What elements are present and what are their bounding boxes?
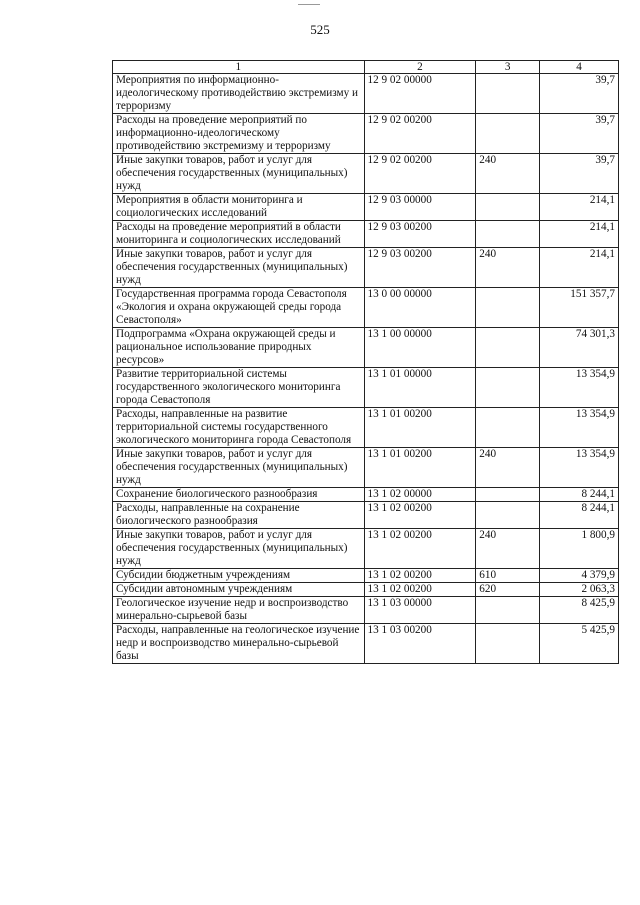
table-row [113, 368, 619, 408]
row-vr-code-cell: 620 [476, 583, 540, 597]
row-amount-cell: 4 379,9 [540, 569, 619, 583]
row-csr-code-cell: 12 9 02 00000 [364, 74, 476, 114]
column-header-amount: 4 [540, 61, 619, 74]
row-vr-code-cell: 240 [476, 529, 540, 569]
row-vr-code-cell [476, 194, 540, 221]
table-row [113, 597, 619, 624]
row-amount-cell: 1 800,9 [540, 529, 619, 569]
row-csr-code-cell: 13 1 02 00200 [364, 529, 476, 569]
row-name-cell: Мероприятия в области мониторинга и социологических исследований [113, 194, 365, 221]
table-row [113, 194, 619, 221]
row-name-cell: Сохранение биологического разнообразия [113, 488, 365, 502]
row-csr-code-cell: 13 0 00 00000 [364, 288, 476, 328]
row-vr-code-cell [476, 624, 540, 664]
row-csr-code-cell: 13 1 01 00200 [364, 408, 476, 448]
row-vr-code-cell [476, 502, 540, 529]
table-row [113, 74, 619, 114]
table-body [113, 74, 619, 664]
row-vr-code-cell: 610 [476, 569, 540, 583]
page-number: 525 [310, 22, 330, 37]
row-name-cell: Подпрограмма «Охрана окружающей среды и рациональное использование природных ресурсов» [113, 328, 365, 368]
row-amount-cell: 5 425,9 [540, 624, 619, 664]
row-csr-code-cell: 12 9 03 00000 [364, 194, 476, 221]
row-name-cell: Расходы на проведение мероприятий в области мониторинга и социологических исследований [113, 221, 365, 248]
table-row [113, 569, 619, 583]
table-row [113, 624, 619, 664]
row-csr-code-cell: 13 1 02 00200 [364, 569, 476, 583]
column-header-name: 1 [113, 61, 365, 74]
row-csr-code-cell: 13 1 02 00200 [364, 502, 476, 529]
row-name-cell: Расходы на проведение мероприятий по информационно-идеологическому противодействию экстремизму и терроризму [113, 114, 365, 154]
row-name-cell: Иные закупки товаров, работ и услуг для обеспечения государственных (муниципальных) нужд [113, 154, 365, 194]
row-vr-code-cell [476, 408, 540, 448]
row-amount-cell: 39,7 [540, 114, 619, 154]
row-csr-code-cell: 13 1 02 00000 [364, 488, 476, 502]
table-row [113, 328, 619, 368]
row-name-cell: Расходы, направленные на геологическое изучение недр и воспроизводство минерально-сырьевой базы [113, 624, 365, 664]
row-amount-cell: 13 354,9 [540, 448, 619, 488]
row-amount-cell: 151 357,7 [540, 288, 619, 328]
table-row [113, 502, 619, 529]
row-amount-cell: 39,7 [540, 154, 619, 194]
table-row [113, 488, 619, 502]
row-vr-code-cell: 240 [476, 154, 540, 194]
row-csr-code-cell: 12 9 03 00200 [364, 248, 476, 288]
row-name-cell: Иные закупки товаров, работ и услуг для обеспечения государственных (муниципальных) нужд [113, 529, 365, 569]
row-csr-code-cell: 12 9 03 00200 [364, 221, 476, 248]
row-name-cell: Субсидии автономным учреждениям [113, 583, 365, 597]
row-name-cell: Расходы, направленные на развитие территориальной системы государственного экологического мониторинга города Севастополя [113, 408, 365, 448]
row-csr-code-cell: 13 1 01 00000 [364, 368, 476, 408]
table-row [113, 288, 619, 328]
table-header-row [113, 61, 619, 74]
row-name-cell: Геологическое изучение недр и воспроизводство минерально-сырьевой базы [113, 597, 365, 624]
column-header-vr: 3 [476, 61, 540, 74]
row-amount-cell: 214,1 [540, 221, 619, 248]
table-row [113, 248, 619, 288]
budget-table [112, 60, 619, 664]
row-vr-code-cell [476, 368, 540, 408]
row-amount-cell: 214,1 [540, 248, 619, 288]
row-csr-code-cell: 13 1 03 00000 [364, 597, 476, 624]
row-amount-cell: 8 244,1 [540, 488, 619, 502]
table-row [113, 448, 619, 488]
row-csr-code-cell: 13 1 00 00000 [364, 328, 476, 368]
row-vr-code-cell [476, 74, 540, 114]
row-amount-cell: 13 354,9 [540, 408, 619, 448]
table-row [113, 529, 619, 569]
row-amount-cell: 214,1 [540, 194, 619, 221]
row-name-cell: Развитие территориальной системы государственного экологического мониторинга города Севастополя [113, 368, 365, 408]
row-csr-code-cell: 13 1 03 00200 [364, 624, 476, 664]
row-amount-cell: 8 244,1 [540, 502, 619, 529]
row-csr-code-cell: 12 9 02 00200 [364, 114, 476, 154]
row-name-cell: Иные закупки товаров, работ и услуг для обеспечения государственных (муниципальных) нужд [113, 448, 365, 488]
scan-mark-top [298, 4, 320, 5]
column-header-csr: 2 [364, 61, 476, 74]
row-name-cell: Мероприятия по информационно-идеологическому противодействию экстремизму и терроризму [113, 74, 365, 114]
row-csr-code-cell: 12 9 02 00200 [364, 154, 476, 194]
row-vr-code-cell [476, 114, 540, 154]
table-row [113, 114, 619, 154]
row-amount-cell: 2 063,3 [540, 583, 619, 597]
row-vr-code-cell [476, 488, 540, 502]
row-amount-cell: 8 425,9 [540, 597, 619, 624]
row-vr-code-cell [476, 328, 540, 368]
row-vr-code-cell [476, 597, 540, 624]
table-row [113, 408, 619, 448]
row-amount-cell: 74 301,3 [540, 328, 619, 368]
row-name-cell: Расходы, направленные на сохранение биологического разнообразия [113, 502, 365, 529]
row-vr-code-cell [476, 221, 540, 248]
table-row [113, 221, 619, 248]
row-csr-code-cell: 13 1 02 00200 [364, 583, 476, 597]
row-name-cell: Государственная программа города Севастополя «Экология и охрана окружающей среды города Севастополя» [113, 288, 365, 328]
table-row [113, 583, 619, 597]
row-name-cell: Субсидии бюджетным учреждениям [113, 569, 365, 583]
table-row [113, 154, 619, 194]
row-vr-code-cell [476, 288, 540, 328]
row-amount-cell: 13 354,9 [540, 368, 619, 408]
row-csr-code-cell: 13 1 01 00200 [364, 448, 476, 488]
row-vr-code-cell: 240 [476, 448, 540, 488]
row-amount-cell: 39,7 [540, 74, 619, 114]
row-name-cell: Иные закупки товаров, работ и услуг для обеспечения государственных (муниципальных) нужд [113, 248, 365, 288]
row-vr-code-cell: 240 [476, 248, 540, 288]
